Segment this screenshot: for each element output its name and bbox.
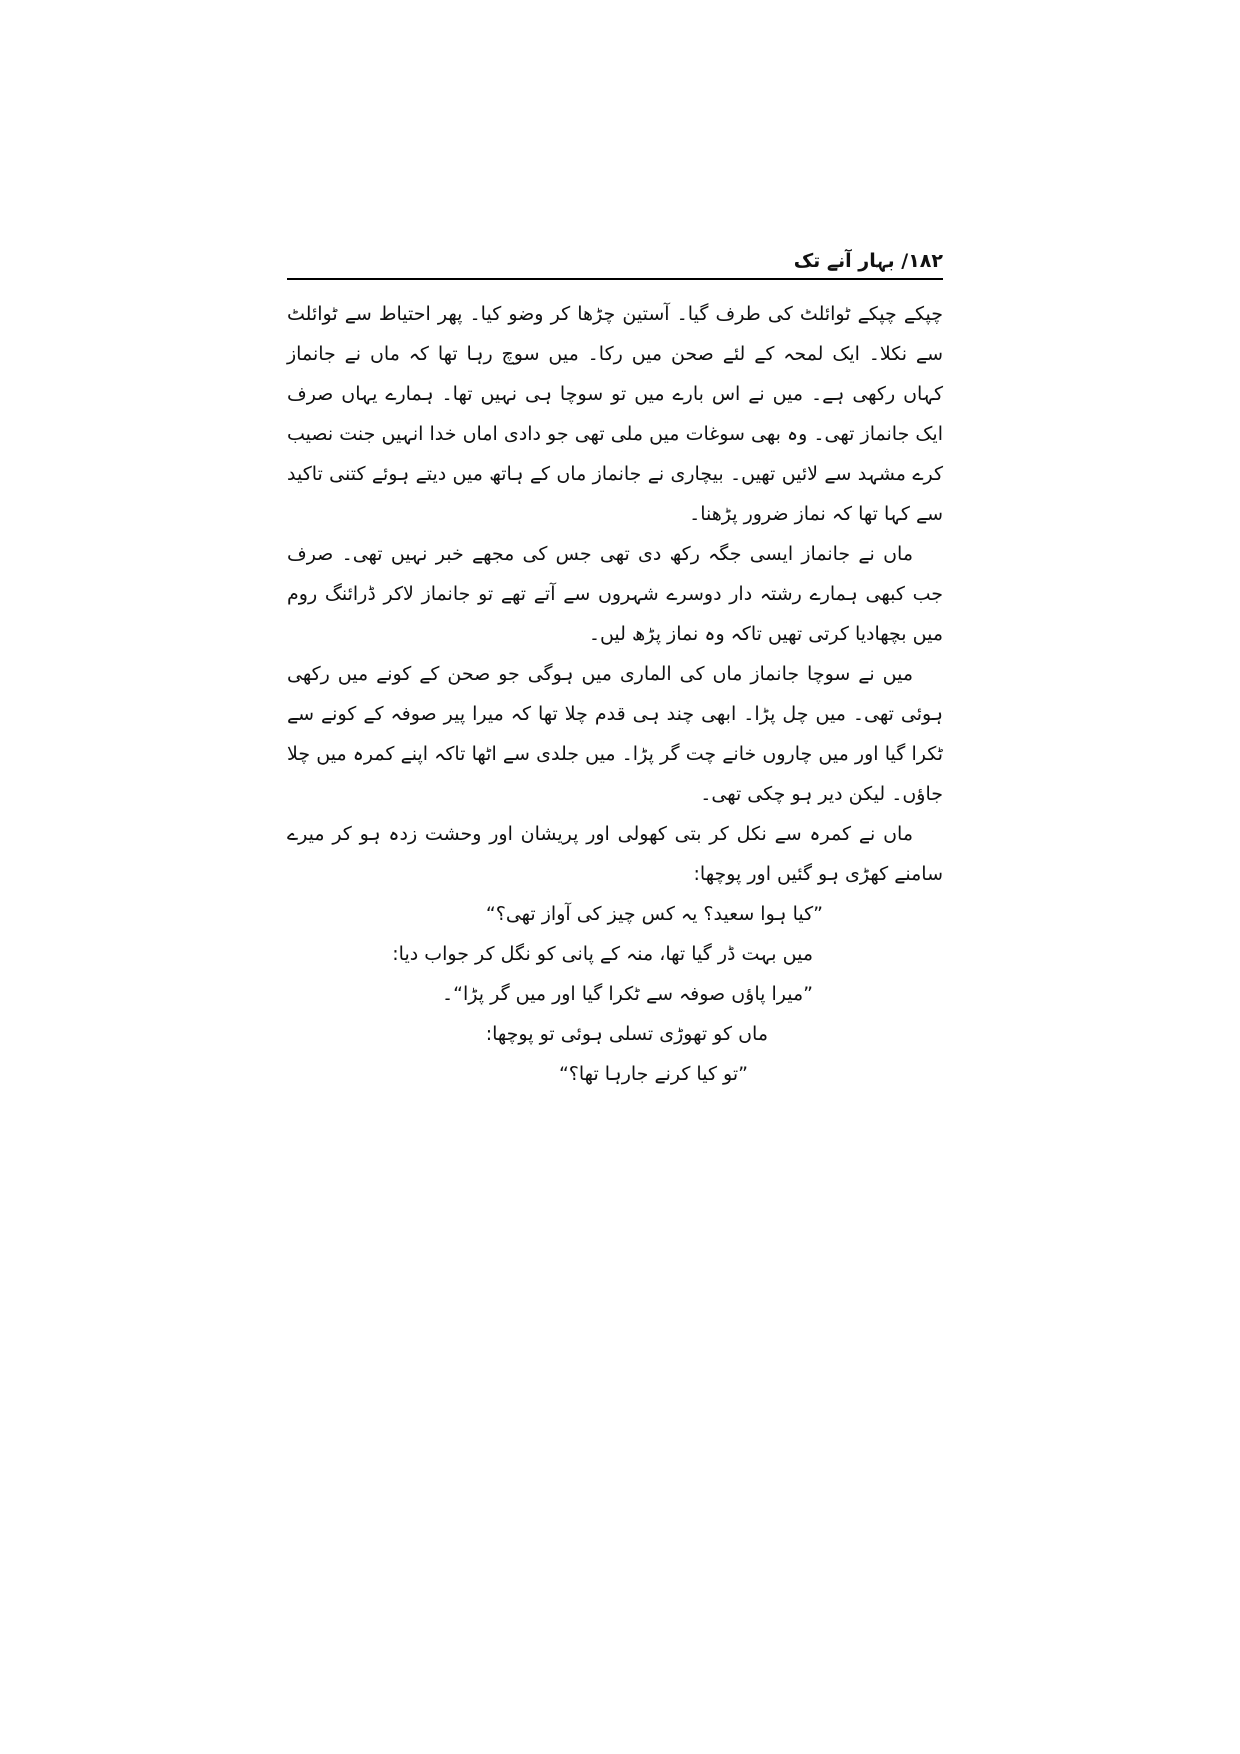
dialogue-line-2: میں بہت ڈر گیا تھا، منہ کے پانی کو نگل کر جواب دیا: [392, 943, 813, 965]
dialogue-line-5: ”تو کیا کرنے جارہا تھا؟“ [558, 1063, 748, 1085]
running-header: ۱۸۲/ بہار آنے تک [793, 250, 943, 272]
paragraph-3: میں نے سوچا جانماز ماں کی الماری میں ہوگی جو صحن کے کونے میں رکھی ہوئی تھی۔ میں چل پڑا۔ ابھی چند ہی قدم چلا تھا کہ میرا پیر صوفہ کے کونے سے ٹکرا گیا اور میں چاروں خانے چت گر پڑا۔ میں جلدی سے اٹھا تاکہ اپنے کمرہ میں چلا جاؤں۔ لیکن دیر ہو چکی تھی۔ [287, 663, 943, 805]
page-body [287, 294, 943, 1094]
paragraph-4: ماں نے کمرہ سے نکل کر بتی کھولی اور پریشان اور وحشت زدہ ہو کر میرے سامنے کھڑی ہو گئیں اور پوچھا: [287, 823, 943, 885]
dialogue-line-4: ماں کو تھوڑی تسلی ہوئی تو پوچھا: [485, 1023, 768, 1045]
dialogue-line-1: ”کیا ہوا سعید؟ یہ کس چیز کی آواز تھی؟“ [485, 903, 823, 925]
dialogue-line-3: ”میرا پاؤں صوفہ سے ٹکرا گیا اور میں گر پڑا“۔ [442, 983, 813, 1005]
paragraph-2: ماں نے جانماز ایسی جگہ رکھ دی تھی جس کی مجھے خبر نہیں تھی۔ صرف جب کبھی ہمارے رشتہ دار دوسرے شہروں سے آتے تھے تو جانماز لاکر ڈرائنگ روم میں بچھادیا کرتی تھیں تاکہ وہ نماز پڑھ لیں۔ [287, 543, 943, 645]
paragraph-1: چپکے چپکے ٹوائلٹ کی طرف گیا۔ آستین چڑھا کر وضو کیا۔ پھر احتیاط سے ٹوائلٹ سے نکلا۔ ایک لمحہ کے لئے صحن میں رکا۔ میں سوچ رہا تھا کہ ماں نے جانماز کہاں رکھی ہے۔ میں نے اس بارے میں تو سوچا ہی نہیں تھا۔ ہمارے یہاں صرف ایک جانماز تھی۔ وہ بھی سوغات میں ملی تھی جو دادی اماں خدا انہیں جنت نصیب کرے مشہد سے لائیں تھیں۔ بیچاری نے جانماز ماں کے ہاتھ میں دیتے ہوئے کتنی تاکید سے کہا تھا کہ نماز ضرور پڑھنا۔ [287, 303, 943, 525]
header-rule [287, 278, 943, 280]
